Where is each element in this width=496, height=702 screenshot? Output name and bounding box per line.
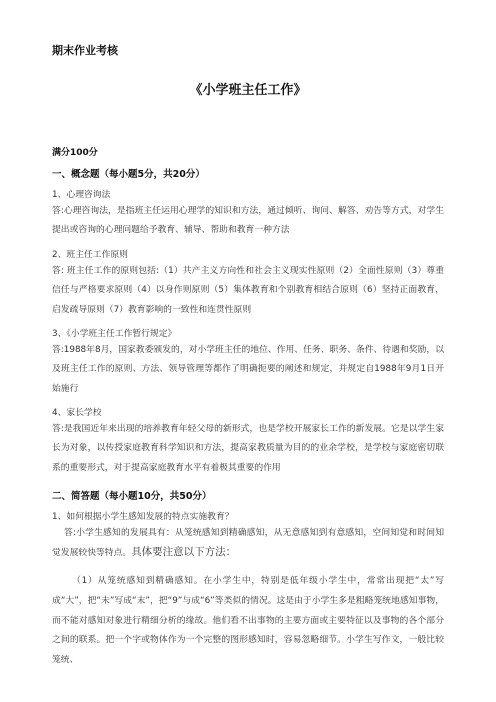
concept-answer-3: 答:1988年8月，国家教委颁发的，对小学班主任的地位、作用、任务、职务、条件、待遇和奖励，以及班主任工作的原则、方法、领导管理等都作了明确扼要的阐述和规定，并规定自1988年9月1日开始施行: [52, 345, 444, 394]
concept-term-4: 4、家长学校: [52, 408, 102, 418]
concept-answer-4: 答:是我国近年来出现的培养教育年轻父母的新形式，也是学校开展家长工作的新发展。它是以学生家长为对象，以传授家庭教育科学知识和方法，提高家教质量为目的的业余学校，是学校与家庭密切联系的重要形式，对于提高家庭教育水平有着极其重要的作用: [52, 424, 444, 473]
concept-term-1: 1、心理咨询法: [52, 190, 111, 200]
short-answer-1-point-1: （1）从笼统感知到精确感知。在小学生中，特别是低年级小学生中，常常出现把“太”写成“大”，把“未”写成“末”，把“9”与成“6”等类似的情况。这是由于小学生多是粗略笼统地感知事物，而不能对感知对象进行精细分析的缘故。他们看不出事物的主要方面或主要特征以及事物的各个部分之间的联系。把一个字或物体作为一个完整的图形感知时，容易忽略细节。小学生写作文，一般比较笼统、: [52, 576, 444, 666]
short-answer-1-method: 具体要注意以下方法：: [131, 546, 237, 559]
concept-term-2: 2、班主任工作原则: [52, 250, 128, 260]
short-answer-1-text: 答:小学生感知的发展具有：从笼统感知到精确感知，从无意感知到有意感知，空间知觉和时间知觉发展较快等特点。: [52, 528, 444, 559]
short-question-1: 1、如何根据小学生感知发展的特点实施教育？: [52, 512, 234, 522]
concept-answer-2: 答: 班主任工作的原则包括:（1）共产主义方向性和社会主义现实性原则（2）全面性原则（3）尊重信任与严格要求原则（4）以身作则原则（5）集体教育和个别教育相结合原则（6）坚持正面教育，启发疏导原则（7）教育影响的一致性和连贯性原则: [52, 266, 444, 315]
section-1-heading: 一、概念题（每小题5分，共20分）: [52, 169, 205, 180]
document-title: 《小学班主任工作》: [189, 83, 307, 98]
short-answer-1: [52, 524, 444, 564]
section-2-heading: 二、简答题（每小题10分，共50分）: [52, 491, 212, 502]
document-header: 期末作业考核: [52, 44, 118, 57]
total-score: 满分100分: [52, 148, 98, 158]
concept-term-3: 3、《小学班主任工作暂行规定》: [52, 329, 177, 339]
concept-answer-1: 答:心理咨询法，是指班主任运用心理学的知识和方法，通过倾听、询问、解答、劝告等方式，对学生提出或咨询的心理问题给予教育、辅导、帮助和教育一种方法: [52, 206, 444, 236]
